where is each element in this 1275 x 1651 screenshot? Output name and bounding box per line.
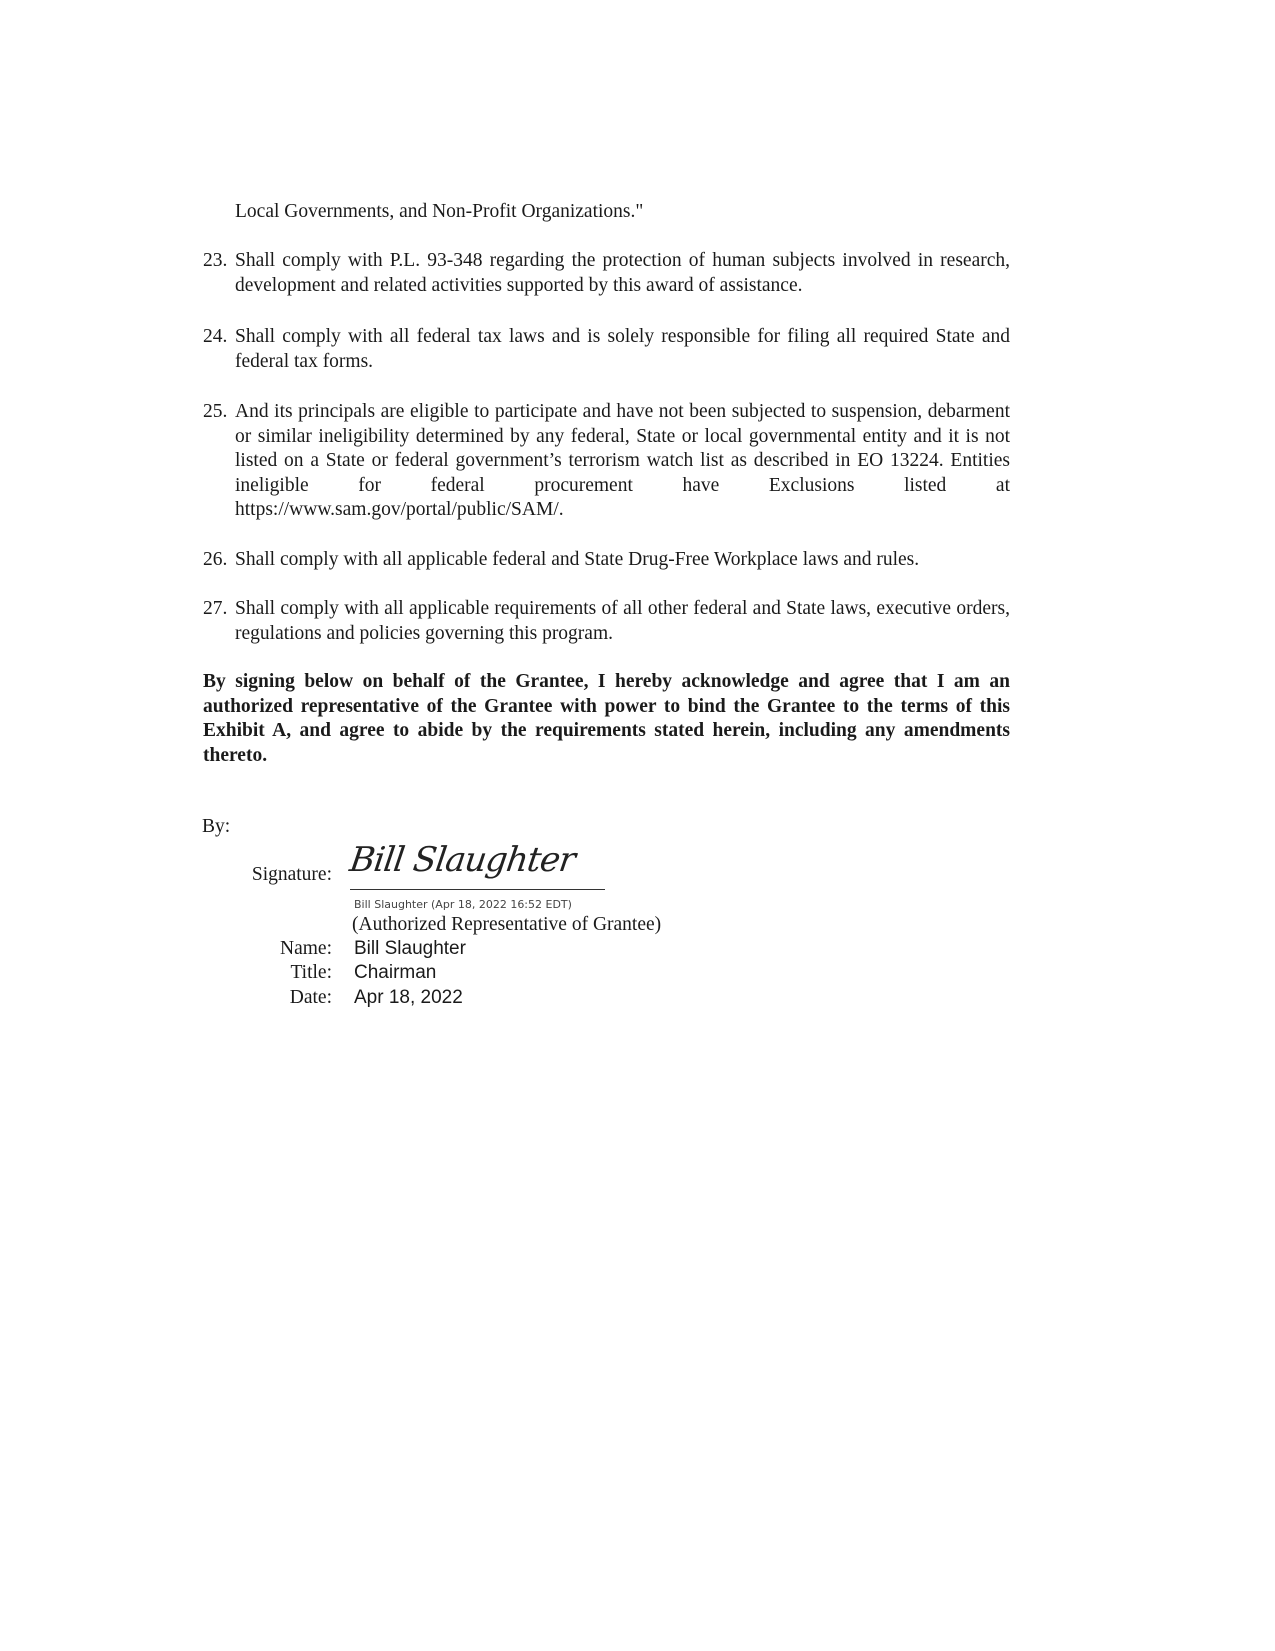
item-number: 26. — [203, 549, 228, 570]
date-value: Apr 18, 2022 — [354, 987, 463, 1008]
name-label: Name: — [280, 938, 332, 959]
signature-line — [350, 889, 605, 890]
item-text: Shall comply with all applicable federal and State Drug-Free Workplace laws and rules. — [235, 549, 920, 570]
signature-caption: (Authorized Representative of Grantee) — [352, 914, 662, 935]
list-item-27 — [203, 597, 1010, 646]
signature-stamp: Bill Slaughter (Apr 18, 2022 16:52 EDT) — [354, 898, 572, 911]
item-number: 24. — [203, 326, 228, 347]
title-label: Title: — [290, 962, 332, 983]
name-value: Bill Slaughter — [354, 938, 466, 959]
item-number: 25. — [203, 401, 228, 422]
list-item-26 — [203, 548, 1010, 573]
list-item-23 — [203, 249, 1010, 298]
item-text: And its principals are eligible to participate and have not been subjected to suspension, debarment or similar ineligibility determined by any federal, State or local governmental entity and it is not listed on a State or federal government’s terrorism watch list as described in EO 13224. Entities ineligible for federal procurement have Exclusions listed at https://www.sam.gov/portal/public/SAM/. — [235, 401, 1010, 520]
item-text: Shall comply with all applicable requirements of all other federal and State laws, executive orders, regulations and policies governing this program. — [235, 598, 1010, 644]
item-text: Shall comply with all federal tax laws and is solely responsible for filing all required State and federal tax forms. — [235, 326, 1010, 372]
signature-label: Signature: — [251, 864, 332, 885]
title-value: Chairman — [354, 962, 437, 983]
acknowledgement-paragraph: By signing below on behalf of the Grantee, I hereby acknowledge and agree that I am an authorized representative of the Grantee with power to bind the Grantee to the terms of this Exhibit A, and agree to abide by the requirements stated herein, including any amendments thereto. — [203, 671, 1010, 766]
signature-image: Bill Slaughter — [347, 840, 578, 880]
list-item-25 — [203, 400, 1010, 523]
item-number: 27. — [203, 598, 228, 619]
continuation-text: Local Governments, and Non-Profit Organizations." — [235, 201, 644, 222]
item-number: 23. — [203, 250, 228, 271]
list-item-24 — [203, 325, 1010, 374]
date-label: Date: — [289, 987, 332, 1008]
by-label: By: — [202, 816, 231, 837]
item-text: Shall comply with P.L. 93-348 regarding the protection of human subjects involved in research, development and related activities supported by this award of assistance. — [235, 250, 1010, 296]
